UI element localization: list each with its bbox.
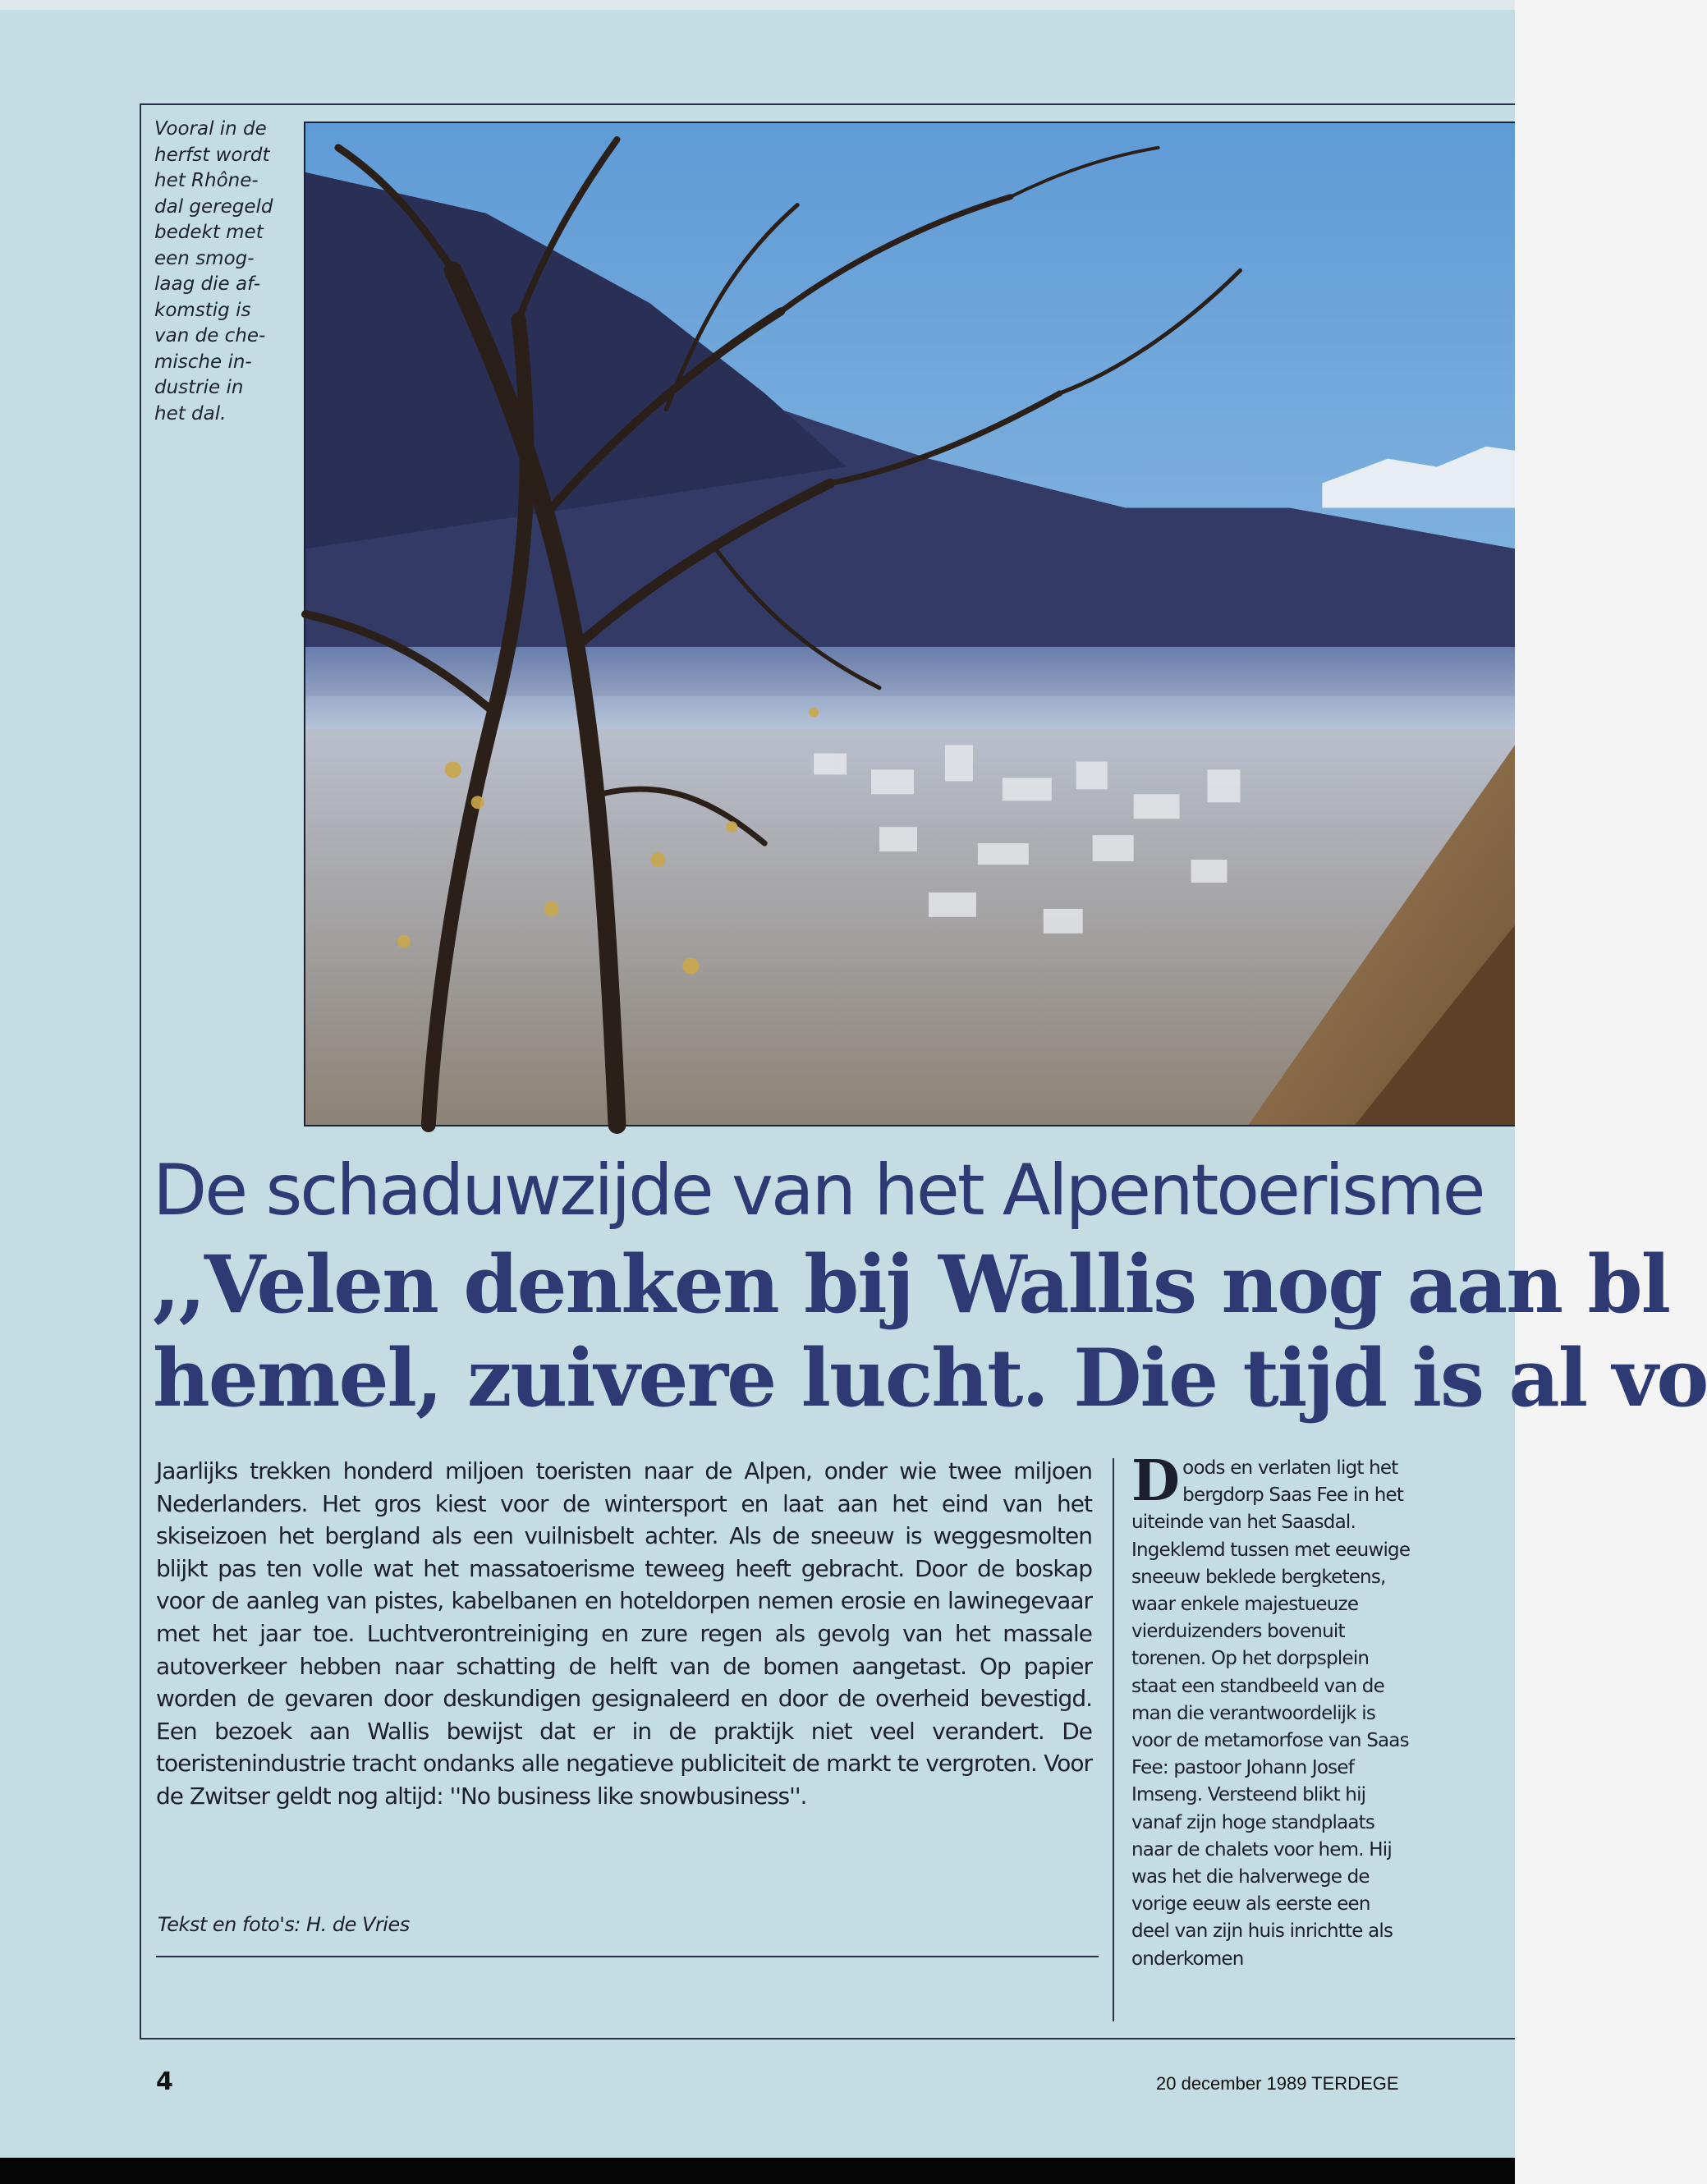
article-credit: Tekst en foto's: H. de Vries xyxy=(158,1913,410,1936)
article-lead: Jaarlijks trekken honderd miljoen toeristen naar de Alpen, onder wie twee miljoen Nederlanders. Het gros kiest voor de wintersport en laat aan het eind van het skiseizoen het bergland als een vuilnisbelt achter. Als de sneeuw is weggesmolten blijkt pas ten volle wat het massatoerisme teweeg heeft gebracht. Door de boskap voor de aanleg van pistes, kabelbanen en hoteldorpen nemen erosie en lawinegevaar met het jaar toe. Luchtverontreiniging en zure regen als gevolg van het massale autoverkeer hebben naar schatting de helft van de bomen aangetast. Op papier worden de gevaren door deskundigen gesignaleerd en door de overheid bevestigd. Een bezoek aan Wallis bewijst dat er in de praktijk niet veel verandert. De toeristenindustrie tracht ondanks alle negatieve publiciteit de markt te vergroten. Voor de Zwitser geldt nog altijd: ''No business like snowbusiness''. xyxy=(156,1457,1092,1810)
article-kicker: De schaduwzijde van het Alpentoerisme xyxy=(153,1149,1484,1232)
frame-left-rule xyxy=(140,103,141,2039)
lead-bottom-rule xyxy=(156,1956,1099,1957)
frame-top-rule xyxy=(140,103,1515,105)
publication-date: 20 december 1989 TERDEGE xyxy=(1156,2073,1399,2094)
rhone-valley-photo xyxy=(304,122,1515,1126)
article-body-column xyxy=(1131,1448,1411,1973)
photo-illustration xyxy=(305,123,1515,1125)
page-number: 4 xyxy=(156,2067,173,2096)
body-text: oods en verlaten ligt het bergdorp Saas Fee in het uiteinde van het Saasdal. Ingeklemd tussen met eeuwige sneeuw beklede bergketens, waar enkele majestueuze vierduizenders bovenuit torenen. Op het dorpsplein staat een standbeeld van de man die verantwoordelijk is voor de metamorfose van Saas Fee: pastoor Johann Josef Imseng. Versteend blikt hij vanaf zijn hoge standplaats naar de chalets voor hem. Hij was het die halverwege de vorige eeuw als eerste een deel van zijn huis inrichtte als onderkomen xyxy=(1131,1457,1411,1970)
article-headline xyxy=(153,1238,1707,1425)
frame-bottom-rule xyxy=(140,2038,1515,2039)
column-divider xyxy=(1113,1458,1114,2021)
scan-top-margin xyxy=(0,0,1515,10)
headline-line-1: ,,Velen denken bij Wallis nog aan bl xyxy=(153,1238,1670,1331)
photo-caption: Vooral in de herfst wordt het Rhône- dal geregeld bedekt met een smog- laag die af- komstig is van de che- mische in- dustrie in het dal. xyxy=(154,118,273,424)
drop-cap: D xyxy=(1131,1448,1180,1514)
scan-bottom-edge xyxy=(0,2158,1515,2184)
headline-line-2: hemel, zuivere lucht. Die tijd is al vo xyxy=(153,1332,1707,1425)
